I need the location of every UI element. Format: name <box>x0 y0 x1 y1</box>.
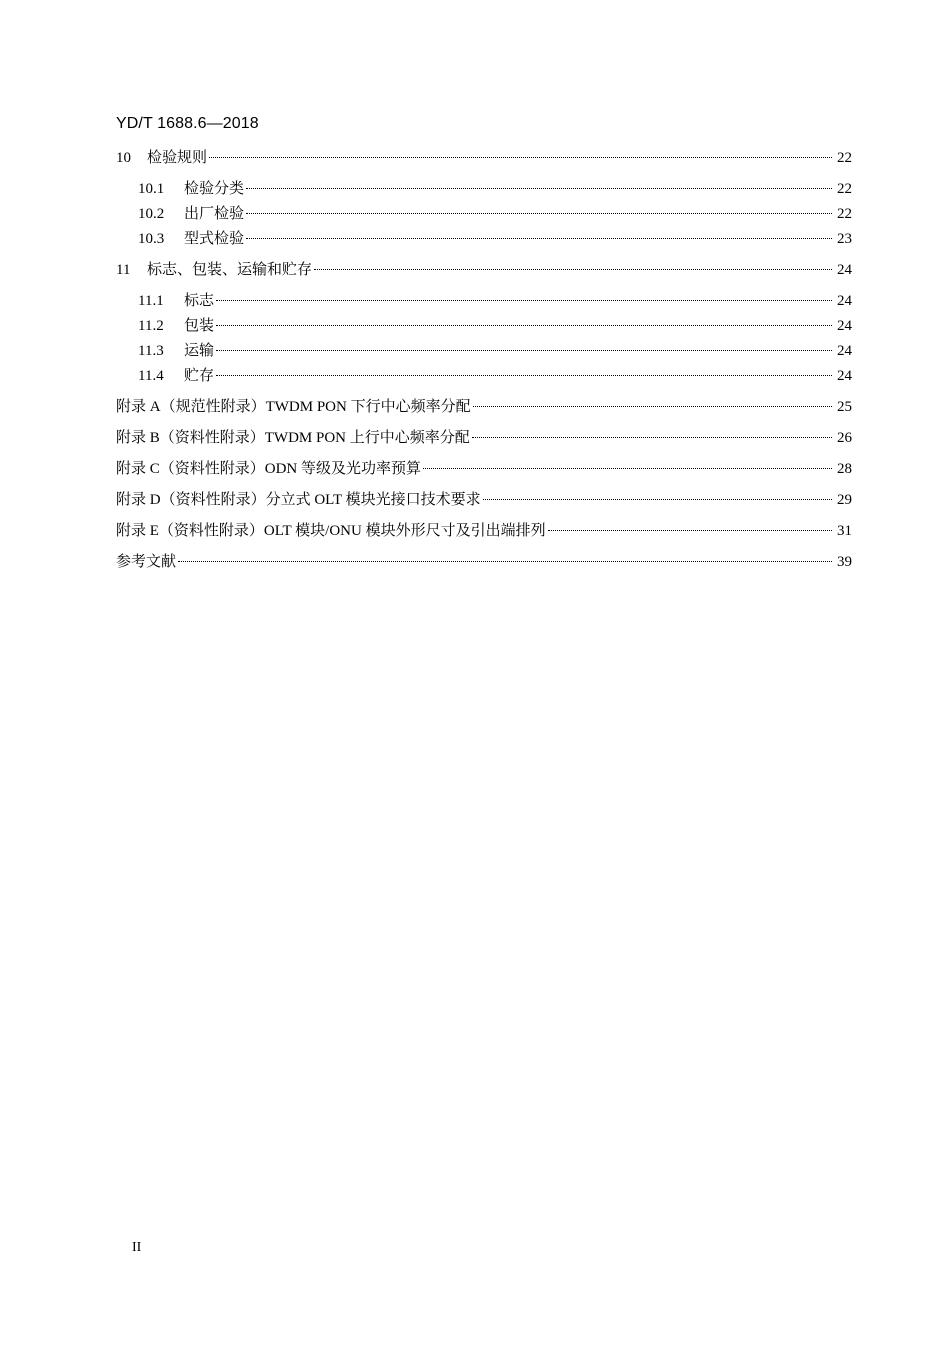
toc-entry[interactable] <box>116 488 852 513</box>
toc-entry[interactable] <box>116 227 852 252</box>
toc-entry-title: 检验分类 <box>184 181 245 197</box>
toc-entry-number: 10.2 <box>138 206 165 222</box>
dot-leader <box>473 406 832 407</box>
toc-entry[interactable] <box>116 395 852 420</box>
toc-entry-number: 10 <box>116 150 131 166</box>
toc-entry-title: 运输 <box>184 343 215 359</box>
toc-entry-title: 附录 C（资料性附录）ODN 等级及光功率预算 <box>116 461 422 477</box>
toc-entry-title: 包装 <box>184 318 215 334</box>
toc-entry-number: 10.1 <box>138 181 165 197</box>
toc-entry-page: 28 <box>837 461 852 477</box>
toc-entry-title: 附录 E（资料性附录）OLT 模块/ONU 模块外形尺寸及引出端排列 <box>116 523 546 539</box>
dot-leader <box>246 213 832 214</box>
toc-entry-page: 24 <box>837 368 852 384</box>
toc-entry-title: 贮存 <box>184 368 215 384</box>
toc-entry[interactable] <box>116 146 852 171</box>
dot-leader <box>216 325 832 326</box>
dot-leader <box>246 188 832 189</box>
page-number: II <box>132 1240 142 1255</box>
dot-leader <box>548 530 832 531</box>
toc-entry-title: 附录 A（规范性附录）TWDM PON 下行中心频率分配 <box>116 399 471 415</box>
toc-entry-page: 25 <box>837 399 852 415</box>
toc-entry-page: 24 <box>837 318 852 334</box>
toc-entry[interactable] <box>116 202 852 227</box>
toc-entry-page: 23 <box>837 231 852 247</box>
toc-entry[interactable] <box>116 177 852 202</box>
toc-entry-number: 11.1 <box>138 293 164 309</box>
dot-leader <box>216 350 832 351</box>
dot-leader <box>209 157 832 158</box>
toc-entry-page: 24 <box>837 262 852 278</box>
toc-entry-title: 参考文献 <box>116 554 177 570</box>
dot-leader <box>314 269 832 270</box>
dot-leader <box>178 561 832 562</box>
toc-entry[interactable] <box>116 519 852 544</box>
toc-entry-page: 26 <box>837 430 852 446</box>
toc-entry[interactable] <box>116 364 852 389</box>
toc-entry-page: 22 <box>837 206 852 222</box>
toc-entry-title: 型式检验 <box>184 231 245 247</box>
toc-entry-page: 24 <box>837 293 852 309</box>
dot-leader <box>423 468 832 469</box>
toc-entry-page: 22 <box>837 181 852 197</box>
toc-entry-title: 附录 B（资料性附录）TWDM PON 上行中心频率分配 <box>116 430 470 446</box>
toc-entry-page: 31 <box>837 523 852 539</box>
dot-leader <box>216 375 832 376</box>
toc-entry-title: 附录 D（资料性附录）分立式 OLT 模块光接口技术要求 <box>116 492 481 508</box>
toc-entry-title: 检验规则 <box>147 150 208 166</box>
toc-entry[interactable] <box>116 339 852 364</box>
toc-entry-number: 11 <box>116 262 131 278</box>
toc-entry-title: 标志、包装、运输和贮存 <box>147 262 313 278</box>
dot-leader <box>216 300 832 301</box>
table-of-contents <box>116 146 852 575</box>
document-code: YD/T 1688.6—2018 <box>116 115 259 132</box>
toc-entry-number: 10.3 <box>138 231 165 247</box>
toc-entry[interactable] <box>116 314 852 339</box>
toc-entry[interactable] <box>116 457 852 482</box>
dot-leader <box>483 499 832 500</box>
dot-leader <box>246 238 832 239</box>
toc-entry-page: 22 <box>837 150 852 166</box>
toc-entry-page: 39 <box>837 554 852 570</box>
toc-entry-page: 24 <box>837 343 852 359</box>
toc-entry-page: 29 <box>837 492 852 508</box>
toc-entry-title: 出厂检验 <box>184 206 245 222</box>
toc-entry-number: 11.4 <box>138 368 164 384</box>
toc-entry[interactable] <box>116 289 852 314</box>
toc-entry[interactable] <box>116 258 852 283</box>
toc-entry-title: 标志 <box>184 293 215 309</box>
toc-entry[interactable] <box>116 550 852 575</box>
toc-entry-number: 11.2 <box>138 318 164 334</box>
toc-entry-number: 11.3 <box>138 343 164 359</box>
toc-entry[interactable] <box>116 426 852 451</box>
dot-leader <box>472 437 832 438</box>
